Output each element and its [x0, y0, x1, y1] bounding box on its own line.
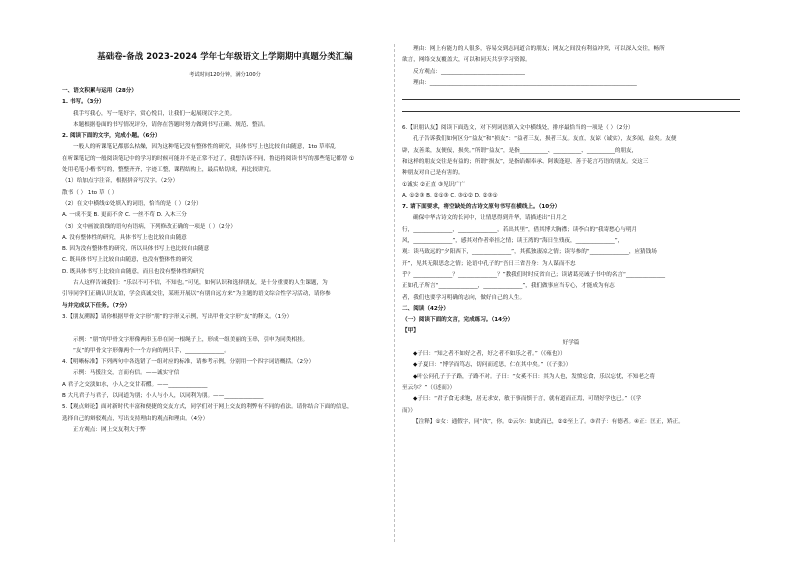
text-line: 至云尔？”（《述而》）: [402, 384, 456, 391]
column-divider: [394, 44, 395, 542]
text-line: 理由：网上有能力的人很多，容易交到志同道合的朋友；网友之间没有利益冲突，可以深入交往，畅所: [413, 46, 665, 52]
text-line: 3.【朋友溯源】请你根据甲骨文字形“朋”的字形义示例，写出甲骨文字形“友”的释义。（1分）: [62, 313, 293, 320]
text-line: 我手写我心，写一笔好字，赏心悦目，让我们一起展现汉字之美。: [73, 110, 236, 117]
text-line: A. ①②③ B. ②①③ C. ③①② D. ②③①: [402, 192, 498, 199]
text-line: ◆叶公问孔子于子路，子路不对。子曰：“女奚不曰：其为人也，发愤忘食，乐以忘忧，不知老之将: [413, 373, 656, 380]
text-line: 散书（ ） 1to 草（ ）: [62, 189, 118, 196]
text-line: 欲言，网络交友覆盖大，可以和同天共享学习资源。: [402, 57, 531, 64]
text-line: B 大凡君子与君子，以同道为朋；小人与小人，以同利为朋。——______________: [62, 393, 264, 400]
text-line: （1）给加点字注音，根据拼音写汉字。（2分）: [62, 178, 179, 185]
text-line: 一、语文积累与运用（28分）: [62, 88, 137, 94]
page-subtitle: 考试时间120分钟，满分100分: [189, 72, 261, 78]
text-line: ◆子夏曰：“博学而笃志，切问而近思，仁在其中矣。”（《子张》）: [413, 362, 572, 369]
text-line: 者，我们也要学习明确的志向，做好自己的人生。: [402, 294, 526, 301]
text-line: 在听课笔记的一般阅读笔记中的学习的时候可能并不是正常不过了，我想告诉不同，鲁迅将阅读书写的那些笔记都曾 ①: [62, 155, 355, 162]
text-line: 处用毛笔小楷书写的，整整齐齐，字迹工整，课程结构上，最后贴切成，再比较讲究。: [62, 167, 275, 174]
text-line: 本题根据卷面的书写情况评分，请你在答题时努力做到书写正确、规范、整洁。: [73, 121, 269, 128]
text-line: 风，______________”，感其对作者牵挂之情；读王湾的“海日生残夜，______________”，: [402, 238, 624, 245]
text-line: 确保中华古诗文的长河中，让情思得到升华，请描述出“日月之: [413, 215, 567, 222]
text-line: 2. 阅读下面的文字，完成小题。（6分）: [62, 133, 161, 140]
text-line: C. 既具体书写上比较自由随意，也没有整体性的研究: [62, 257, 193, 264]
text-line: 引导同学们正确认识友谊，学会真诚交往，某班开展以“有朋自远方来”为主题的语文综合性学习活动，请你参: [62, 291, 331, 298]
text-line: A. 一成不变 B. 更而不舍 C. 一丝不苟 D. 入木三分: [62, 212, 187, 219]
text-line: 古人这样告诫我们：“乐以不可不信，不知也。”可见，如何认识和选择朋友，是十分重要的人生课题，为: [73, 280, 328, 287]
text-line: ◆子曰：“君子食无求饱，居无求安，敏于事而慎于言，就有道而正焉，可谓好学也已。”（《学: [413, 396, 642, 403]
right-column: [402, 44, 740, 428]
text-line: 7. 请下面要求，将空缺处的古诗文原句书写在横线上。（10分）: [402, 204, 561, 211]
page-title: 基础卷-备战 2023-2024 学年七年级语文上学期期中真题分类汇编: [97, 51, 353, 61]
text-line: 种朋友对自己是有害的。: [402, 170, 464, 177]
text-line: 二、阅读（42分）: [402, 305, 449, 312]
text-line: 辟，友善柔，友便佞，损矣。”所谓“益友”，是指__________、__________、__________的朋友，: [402, 147, 638, 154]
text-line: [62, 323, 388, 334]
text-line: （2）在文中横线①处填入的词语，恰当的是（ ）（2分）: [62, 200, 202, 207]
text-line: 示例：“朋”的甲骨文字形像两串玉串在同一根绳子上，形成一组美丽的玉串，引申为同类相挂。: [73, 336, 309, 343]
text-line: （一）阅读下面的文言，完成练习。（14分）: [402, 317, 514, 324]
text-line: “友”的甲骨文字形像两个一个方向的两只手，______________。: [73, 347, 230, 354]
text-line: 乎？______________？______________？”教我们时时反省自己；读诸葛亮诫子书中的名言“______________: [402, 271, 666, 278]
text-line: 【甲】: [402, 328, 419, 335]
text-line: 6.【识朋认友】阅读下面选文，对下列词语填入文中横线处，排序最恰当的一项是（ ）（2分）: [402, 125, 634, 132]
text-line: 选择自己的辩驳观点，写出支持理由的观点和理由。（4分）: [62, 415, 209, 422]
text-line: 行，______________，______________，若出其里”，借其博大胸襟；读李白的“我寄愁心与明月: [402, 226, 638, 233]
answer-rule-line: [402, 100, 740, 111]
text-line: 开”，见其无限思念之情；论语中孔子的“吾日三省吾身：为人谋而不忠: [402, 260, 576, 267]
text-line: [402, 112, 740, 123]
text-line: 示例：马援注交，言而有信。——诚实守信: [73, 370, 180, 377]
text-line: A. 没有整体性的研究，具体书写上也比较自由随意: [62, 234, 187, 241]
left-column: [62, 86, 388, 436]
text-line: A 君子之交淡如水，小人之交甘若醴。——______________: [62, 381, 208, 388]
text-line: 好学篇: [562, 339, 580, 346]
text-line: 一般人的听课笔记都那么枯燥，因为这种笔记没有整体性的研究，具体书写上也比较自由随意，1to 草率乱: [73, 144, 336, 151]
text-line: 正方观点：网上交友利大于弊: [73, 426, 146, 433]
text-line: 反方观点：______________________________: [413, 68, 525, 75]
text-line: 和这样的朋友交往是有益的；所谓“损友”，是指谄媚奉承、阿谀逢迎、善于花言巧语的朋友。交这三: [402, 158, 649, 165]
text-line: 正如孔子所言“______________，______________”，我们做事应当专心，才能成为有志: [402, 283, 615, 290]
text-line: 1. 书写。（3分）: [62, 99, 105, 106]
text-line: 4.【明晰标准】下列两句中各选错了一组对应的标准，请参考示例，分别用一个四字词语概括。（2分）: [62, 359, 315, 366]
text-line: 孔子告诉我们如何区分“益友”和“损友”：“益者三友，损者三友。友直，友谅（诚实），友多闻，益矣。友便: [413, 136, 677, 143]
answer-rule-line: [402, 89, 740, 100]
text-line: ◆子曰：“知之者不如好之者，好之者不如乐之者。”（《雍也》）: [413, 351, 566, 358]
text-line: B. 因为没有整体性的研究，所以具体书写上也比较自由随意: [62, 246, 210, 253]
text-line: 【注释】①女：通假字，同“汝”，你。②云尔：如此而已，②②至上了。③君子：有德者。④正：匡正，矫正。: [413, 418, 684, 425]
text-line: 与并完成以下任务。（7分）: [62, 302, 131, 309]
text-line: ①诚实 ②正直 ③见识广广: [402, 181, 466, 188]
text-line: 理由：__________________________________________________________________________: [413, 79, 637, 86]
text-line: 5.【观点辩论】面对新时代丰富和便捷的交友方式，同学们对于网上交友的利弊有不同的看法。请你结合下面的信息，: [62, 404, 353, 411]
text-line: 而》）: [402, 407, 416, 414]
text-line: 观：读马致远的“夕阳西下，______________”，其孤独凄凉之情；读岑参的“______________，应猜钱场: [402, 249, 657, 256]
text-line: D. 既具体书写上比较自由随意，而且也没有整体性的研究: [62, 268, 205, 275]
text-line: （3）文中画波浪线的语句有语病，下列修改正确的一项是（ ）（2分）: [62, 223, 236, 230]
